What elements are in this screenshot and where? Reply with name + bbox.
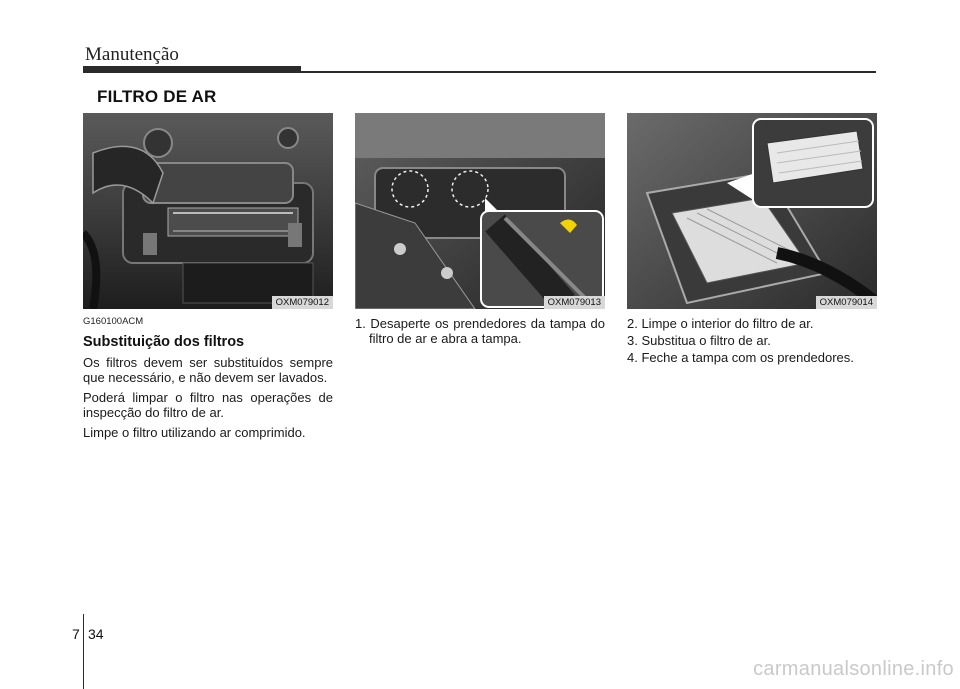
figure-filter-cover-clips: [355, 113, 605, 309]
instruction-step: 2. Limpe o interior do filtro de ar.: [627, 316, 814, 331]
engine-bay-illustration-3: [627, 113, 877, 309]
chapter-number: 7: [72, 626, 80, 642]
figure-caption: OXM079012: [272, 296, 333, 309]
paragraph: Limpe o filtro utilizando ar comprimido.: [83, 425, 306, 440]
header-rule: [301, 71, 876, 73]
engine-bay-illustration-1: [83, 113, 333, 309]
instruction-step: 4. Feche a tampa com os prendedores.: [627, 350, 854, 365]
subheading: Substituição dos filtros: [83, 334, 245, 350]
section-code: G160100ACM: [83, 316, 144, 327]
page-number: 34: [88, 626, 104, 642]
instruction-step: 3. Substitua o filtro de ar.: [627, 333, 771, 348]
engine-bay-illustration-2: [355, 113, 605, 309]
paragraph: Poderá limpar o filtro nas operações de inspecção do filtro de ar.: [83, 390, 333, 420]
section-title: FILTRO DE AR: [97, 87, 217, 106]
text-column-2: [355, 316, 605, 348]
watermark: carmanualsonline.info: [753, 658, 954, 680]
footer-divider: [83, 614, 84, 689]
paragraph: Os filtros devem ser substituídos sempre que necessário, e não devem ser lavados.: [83, 355, 333, 385]
header-bar: [83, 66, 301, 73]
figure-caption: OXM079013: [544, 296, 605, 309]
instruction-step: 1. Desaperte os prendedores da tampa do filtro de ar e abra a tampa.: [355, 316, 605, 346]
figure-caption: OXM079014: [816, 296, 877, 309]
chapter-header-title: Manutenção: [85, 44, 179, 65]
figure-filter-element: [627, 113, 877, 309]
text-column-1: [83, 316, 333, 445]
text-column-3: [627, 316, 877, 367]
figure-air-filter-housing: [83, 113, 333, 309]
